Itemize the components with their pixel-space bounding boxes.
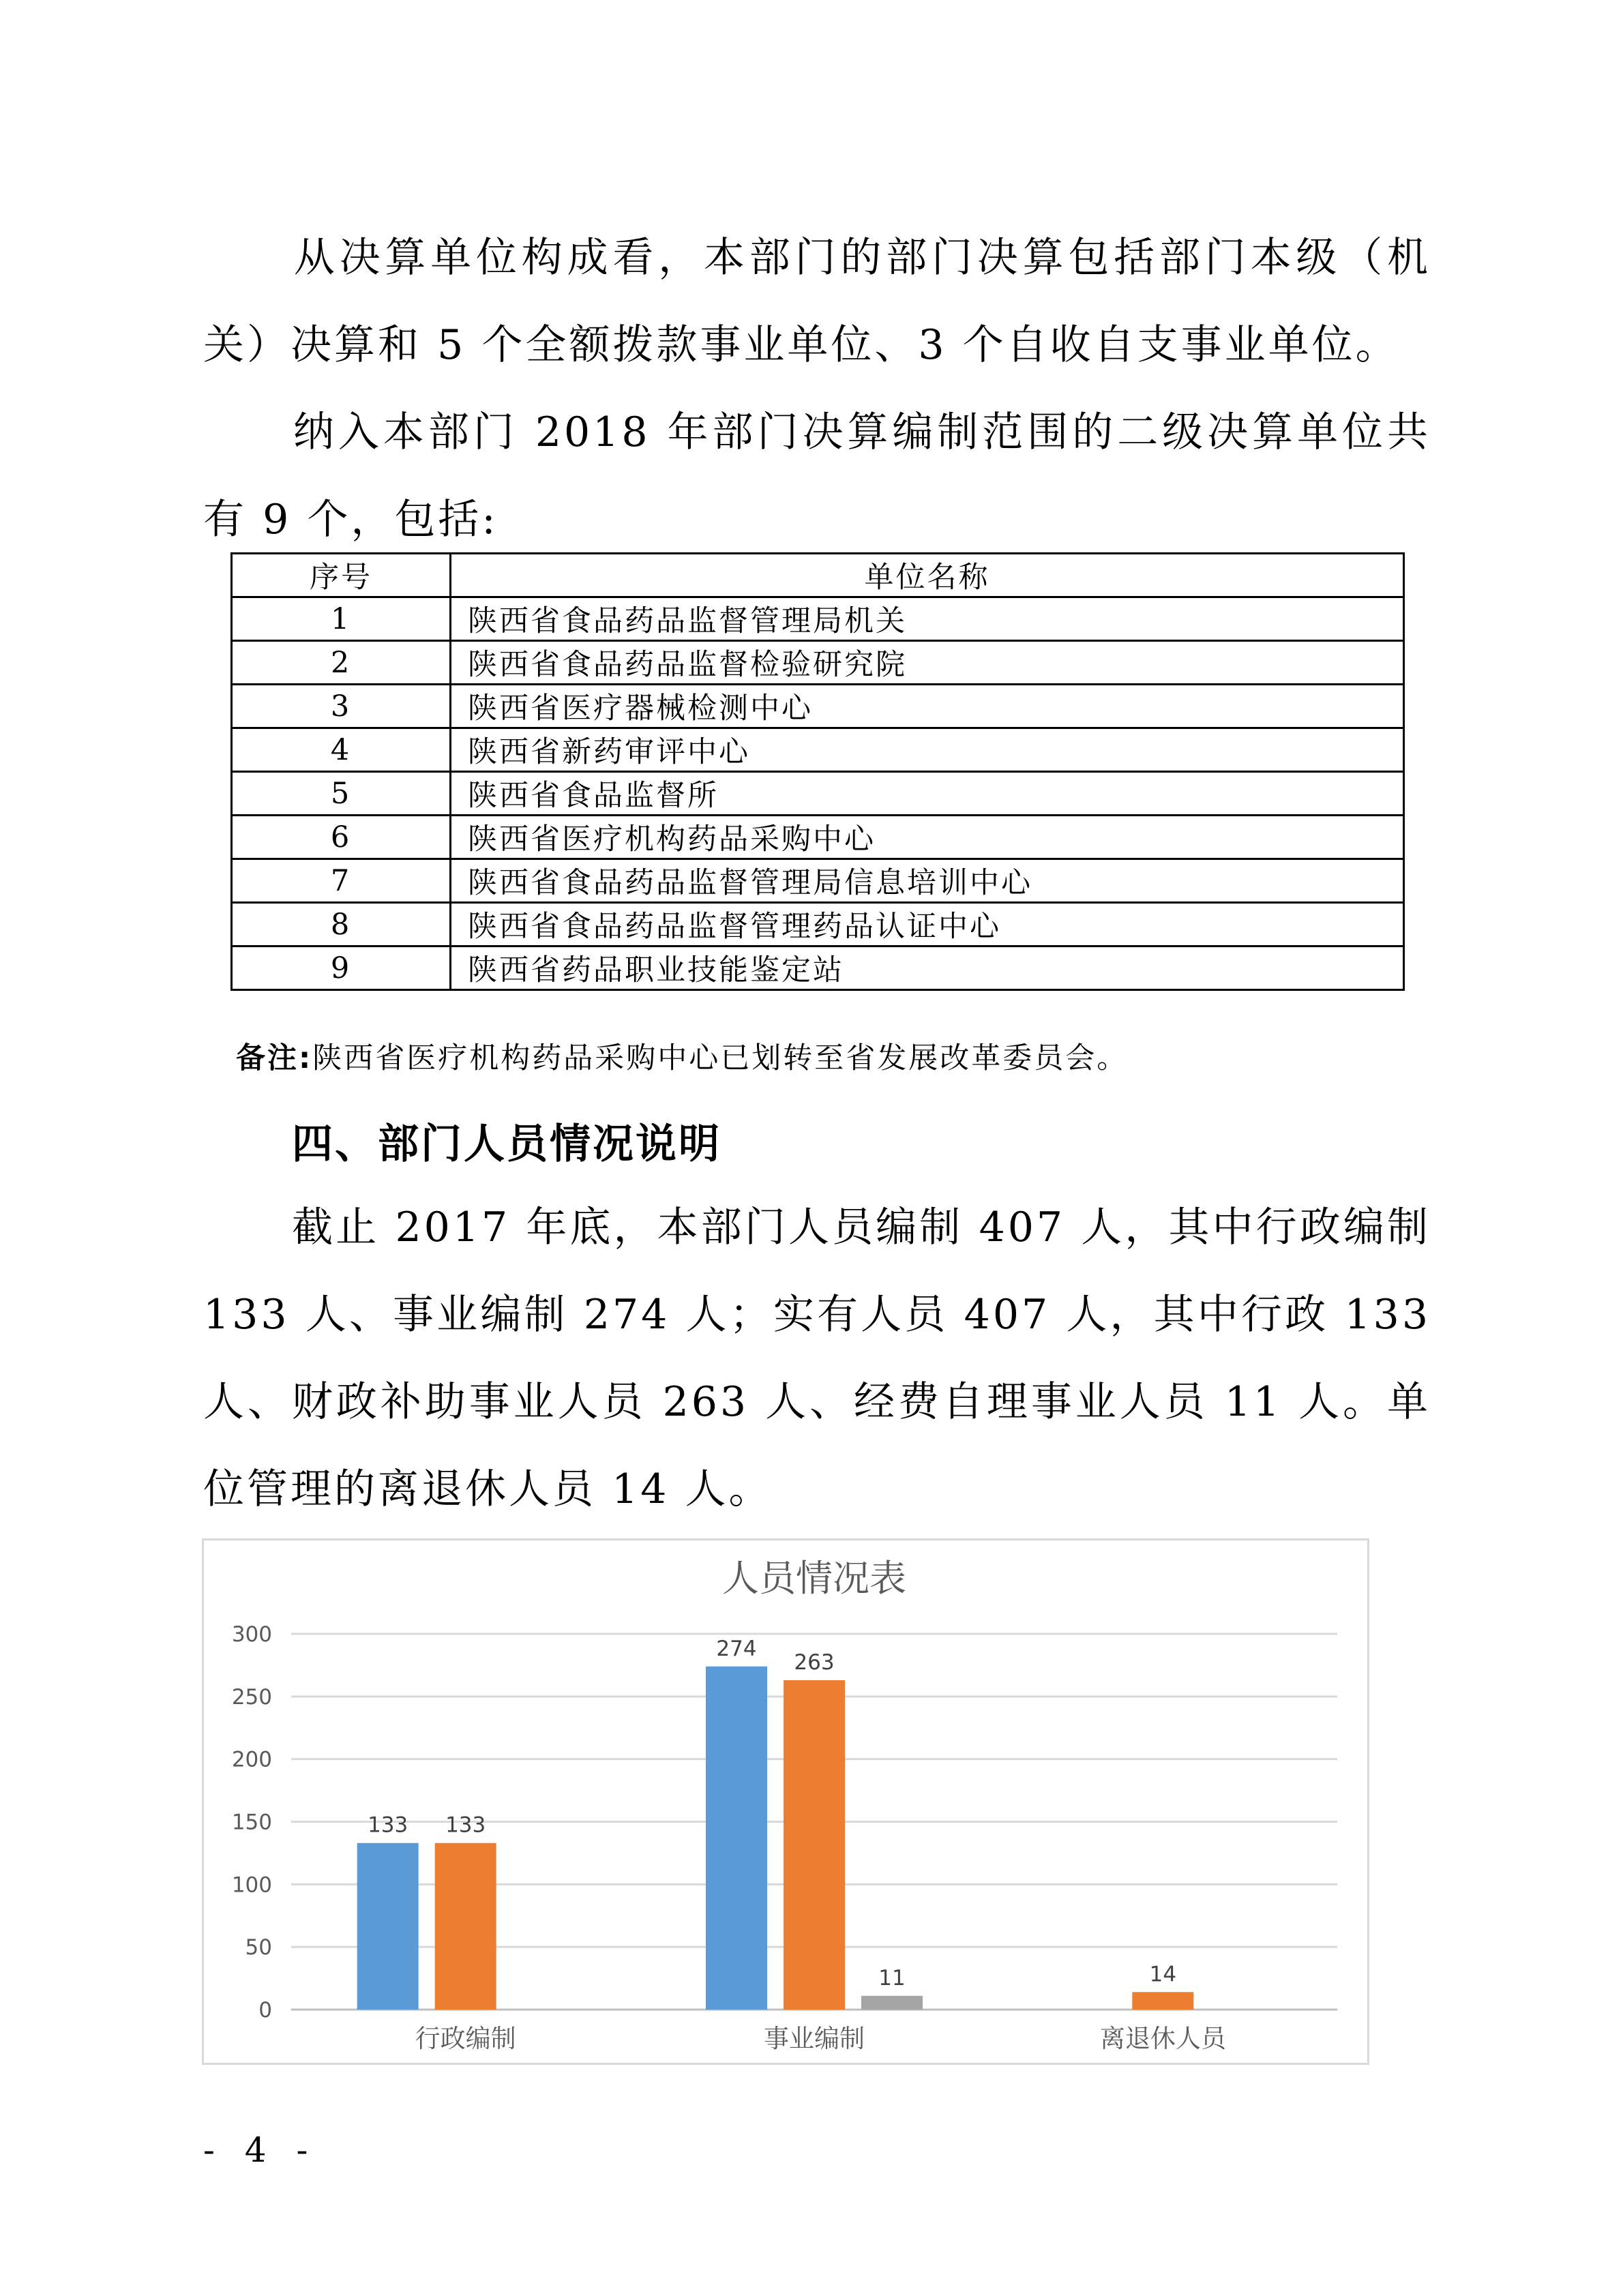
- paragraph-unit-scope: [203, 389, 1431, 563]
- y-tick-label: 200: [231, 1747, 272, 1772]
- paragraph-unit-composition: [203, 214, 1431, 389]
- paragraph-text: 从决算单位构成看，本部门的部门决算包括部门本级（机关）决算和 5 个全额拨款事业单位、3 个自收自支事业单位。: [203, 234, 1431, 369]
- bar: [784, 1680, 845, 2010]
- table-row: [232, 816, 1404, 859]
- bar: [357, 1843, 419, 2010]
- paragraph-text: 截止 2017 年底，本部门人员编制 407 人，其中行政编制 133 人、事业编制 274 人；实有人员 407 人，其中行政 133 人、财政补助事业人员 263 人、经费自理事业人员 11 人。单位管理的离退休人员 14 人。: [203, 1204, 1431, 1513]
- bar: [435, 1843, 496, 2010]
- row-number: 5: [232, 772, 451, 816]
- bar-data-label: 133: [445, 1813, 486, 1838]
- y-tick-label: 150: [231, 1810, 272, 1835]
- y-tick-label: 250: [231, 1684, 272, 1710]
- row-number: 2: [232, 641, 451, 685]
- bar: [706, 1667, 767, 2010]
- note-text: 陕西省医疗机构药品采购中心已划转至省发展改革委员会。: [312, 1041, 1129, 1075]
- table-header-row: [232, 554, 1404, 597]
- row-unit-name: 陕西省医疗机构药品采购中心: [451, 816, 1404, 859]
- bar: [861, 1996, 923, 2010]
- bar-data-label: 274: [716, 1636, 757, 1661]
- row-number: 4: [232, 728, 451, 772]
- x-category-label: 离退休人员: [1099, 2024, 1226, 2053]
- row-number: 3: [232, 685, 451, 728]
- chart-title: 人员情况表: [722, 1557, 906, 1600]
- table-row: [232, 685, 1404, 728]
- row-unit-name: 陕西省食品药品监督管理局机关: [451, 597, 1404, 641]
- row-number: 7: [232, 859, 451, 903]
- bar-data-label: 133: [368, 1813, 408, 1838]
- paragraph-text: 纳入本部门 2018 年部门决算编制范围的二级决算单位共有 9 个，包括:: [203, 408, 1431, 543]
- y-tick-label: 0: [258, 1998, 272, 2023]
- column-header-unit-name: 单位名称: [451, 554, 1404, 597]
- note-label: 备注:: [236, 1041, 313, 1075]
- bar-data-label: 11: [878, 1965, 906, 1991]
- x-category-label: 行政编制: [415, 2024, 516, 2053]
- table-row: [232, 903, 1404, 946]
- x-category-label: 事业编制: [764, 2024, 865, 2053]
- row-unit-name: 陕西省食品药品监督管理药品认证中心: [451, 903, 1404, 946]
- table-row: [232, 859, 1404, 903]
- section-heading: 四、部门人员情况说明: [292, 1120, 721, 1168]
- row-number: 9: [232, 946, 451, 990]
- paragraph-staffing: [203, 1184, 1431, 1533]
- row-number: 1: [232, 597, 451, 641]
- table-row: [232, 728, 1404, 772]
- row-number: 8: [232, 903, 451, 946]
- bar: [1132, 1992, 1193, 2010]
- page-number: - 4 -: [203, 2130, 318, 2170]
- row-unit-name: 陕西省药品职业技能鉴定站: [451, 946, 1404, 990]
- table-note: [236, 1035, 1128, 1077]
- table-row: [232, 641, 1404, 685]
- row-unit-name: 陕西省食品药品监督管理局信息培训中心: [451, 859, 1404, 903]
- row-number: 6: [232, 816, 451, 859]
- table-row: [232, 946, 1404, 990]
- y-tick-label: 50: [245, 1935, 272, 1960]
- table-row: [232, 597, 1404, 641]
- chart-canvas: [204, 1540, 1367, 2063]
- units-table: [230, 552, 1405, 991]
- column-header-number: 序号: [232, 554, 451, 597]
- staff-chart: [202, 1538, 1369, 2065]
- row-unit-name: 陕西省医疗器械检测中心: [451, 685, 1404, 728]
- bar-data-label: 14: [1149, 1962, 1177, 1987]
- row-unit-name: 陕西省食品监督所: [451, 772, 1404, 816]
- row-unit-name: 陕西省新药审评中心: [451, 728, 1404, 772]
- y-tick-label: 300: [231, 1622, 272, 1647]
- bar-data-label: 263: [794, 1650, 835, 1675]
- row-unit-name: 陕西省食品药品监督检验研究院: [451, 641, 1404, 685]
- y-tick-label: 100: [231, 1873, 272, 1898]
- table-row: [232, 772, 1404, 816]
